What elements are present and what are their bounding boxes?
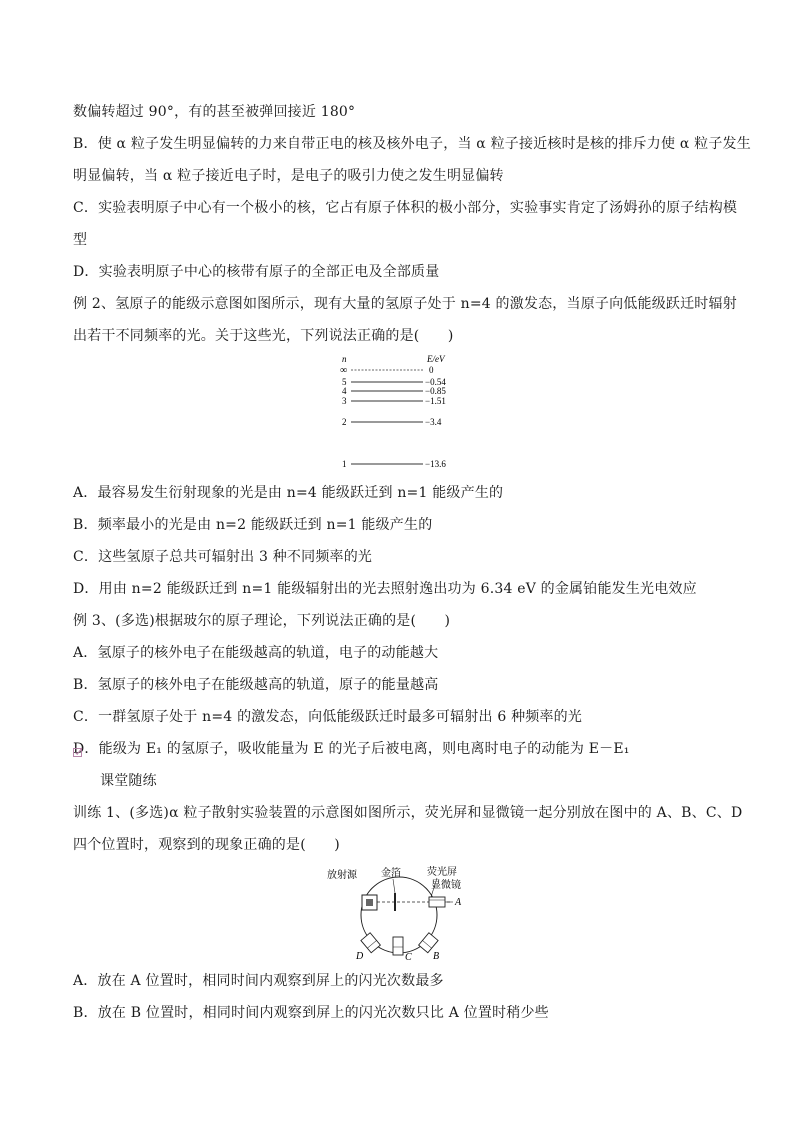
detector-b <box>419 933 438 953</box>
level-n-inf: ∞ <box>340 365 348 376</box>
example-2-option-c: C．这些氢原子总共可辐射出 3 种不同频率的光 <box>73 549 373 565</box>
training-1-option-a: A．放在 A 位置时，相同时间内观察到屏上的闪光次数最多 <box>73 973 444 989</box>
position-b-label: B <box>433 951 440 961</box>
source-label: 放射源 <box>327 870 357 881</box>
position-c-label: C <box>405 952 412 961</box>
source-inner <box>366 899 373 906</box>
example-3-option-a: A．氢原子的核外电子在能级越高的轨道，电子的动能越大 <box>73 645 439 661</box>
level-n-1: 1 <box>342 459 347 469</box>
option-c-line-1: C．实验表明原子中心有一个极小的核，它占有原子体积的极小部分，实验事实肯定了汤姆孙的原子结构模 <box>73 200 738 216</box>
microscope-label: 显微镜 <box>431 880 461 891</box>
exercise-icon <box>73 747 83 757</box>
option-b-line-2: 明显偏转，当 α 粒子接近电子时，是电子的吸引力使之发生明显偏转 <box>73 168 504 184</box>
level-e-3: −1.51 <box>425 396 446 406</box>
training-1-line-1: 训练 1、(多选)α 粒子散射实验装置的示意图如图所示，荧光屏和显微镜一起分别放在图中的 A、B、C、D <box>73 805 743 821</box>
e-header: E/eV <box>427 354 445 364</box>
example-3-question: 例 3、(多选)根据玻尔的原子理论，下列说法正确的是( ) <box>73 613 451 629</box>
example-3-option-c: C．一群氢原子处于 n=4 的激发态，向低能级跃迁时最多可辐射出 6 种频率的光 <box>73 709 583 725</box>
option-c-line-2: 型 <box>73 232 88 248</box>
example-2-line-2: 出若干不同频率的光。关于这些光，下列说法正确的是( ) <box>73 328 454 344</box>
section-title: 课堂随练 <box>100 773 157 789</box>
foil-pointer <box>393 879 395 893</box>
screen-label: 荧光屏 <box>427 867 457 878</box>
level-n-2: 2 <box>342 417 347 427</box>
example-2-option-d: D．用由 n=2 能级跃迁到 n=1 能级辐射出的光去照射逸出功为 6.34 eV 的金属铂能发生光电效应 <box>73 581 697 597</box>
option-b-line-1: B．使 α 粒子发生明显偏转的力来自带正电的核及核外电子，当 α 粒子接近核时是核的排斥力使 α 粒子发生 <box>73 136 751 152</box>
example-2-line-1: 例 2、氢原子的能级示意图如图所示，现有大量的氢原子处于 n=4 的激发态，当原子向低能级跃迁时辐射 <box>73 296 737 312</box>
level-n-5: 5 <box>342 377 347 387</box>
option-d-line: D．实验表明原子中心的核带有原子的全部正电及全部质量 <box>73 264 440 280</box>
level-e-5: −0.54 <box>425 377 446 387</box>
gold-foil <box>394 893 396 911</box>
detector-d <box>361 933 380 953</box>
foil-label: 金箔 <box>381 868 401 879</box>
training-1-line-2: 四个位置时，观察到的现象正确的是( ) <box>73 837 340 853</box>
energy-level-diagram <box>335 353 465 471</box>
example-2-option-a: A．最容易发生衍射现象的光是由 n=4 能级跃迁到 n=1 能级产生的 <box>73 485 504 501</box>
example-3-option-d: D．能级为 E₁ 的氢原子，吸收能量为 E 的光子后被电离，则电离时电子的动能为 E－E₁ <box>73 741 630 757</box>
level-n-3: 3 <box>342 396 347 406</box>
level-e-inf: 0 <box>429 365 434 375</box>
level-e-1: −13.6 <box>425 459 446 469</box>
detector-a <box>429 897 445 907</box>
level-e-4: −0.85 <box>425 386 446 396</box>
position-a-label: A <box>455 897 462 908</box>
detector-c <box>393 937 403 955</box>
level-e-2: −3.4 <box>425 417 442 427</box>
text-line-1: 数偏转超过 90°，有的甚至被弹回接近 180° <box>73 104 356 120</box>
level-n-4: 4 <box>342 386 347 396</box>
training-1-option-b: B．放在 B 位置时，相同时间内观察到屏上的闪光次数只比 A 位置时稍少些 <box>73 1005 549 1021</box>
position-d-label: D <box>356 951 364 961</box>
n-header: n <box>342 354 347 364</box>
alpha-scattering-diagram <box>325 865 475 961</box>
example-3-option-b: B．氢原子的核外电子在能级越高的轨道，原子的能量越高 <box>73 677 439 693</box>
example-2-option-b: B．频率最小的光是由 n=2 能级跃迁到 n=1 能级产生的 <box>73 517 433 533</box>
